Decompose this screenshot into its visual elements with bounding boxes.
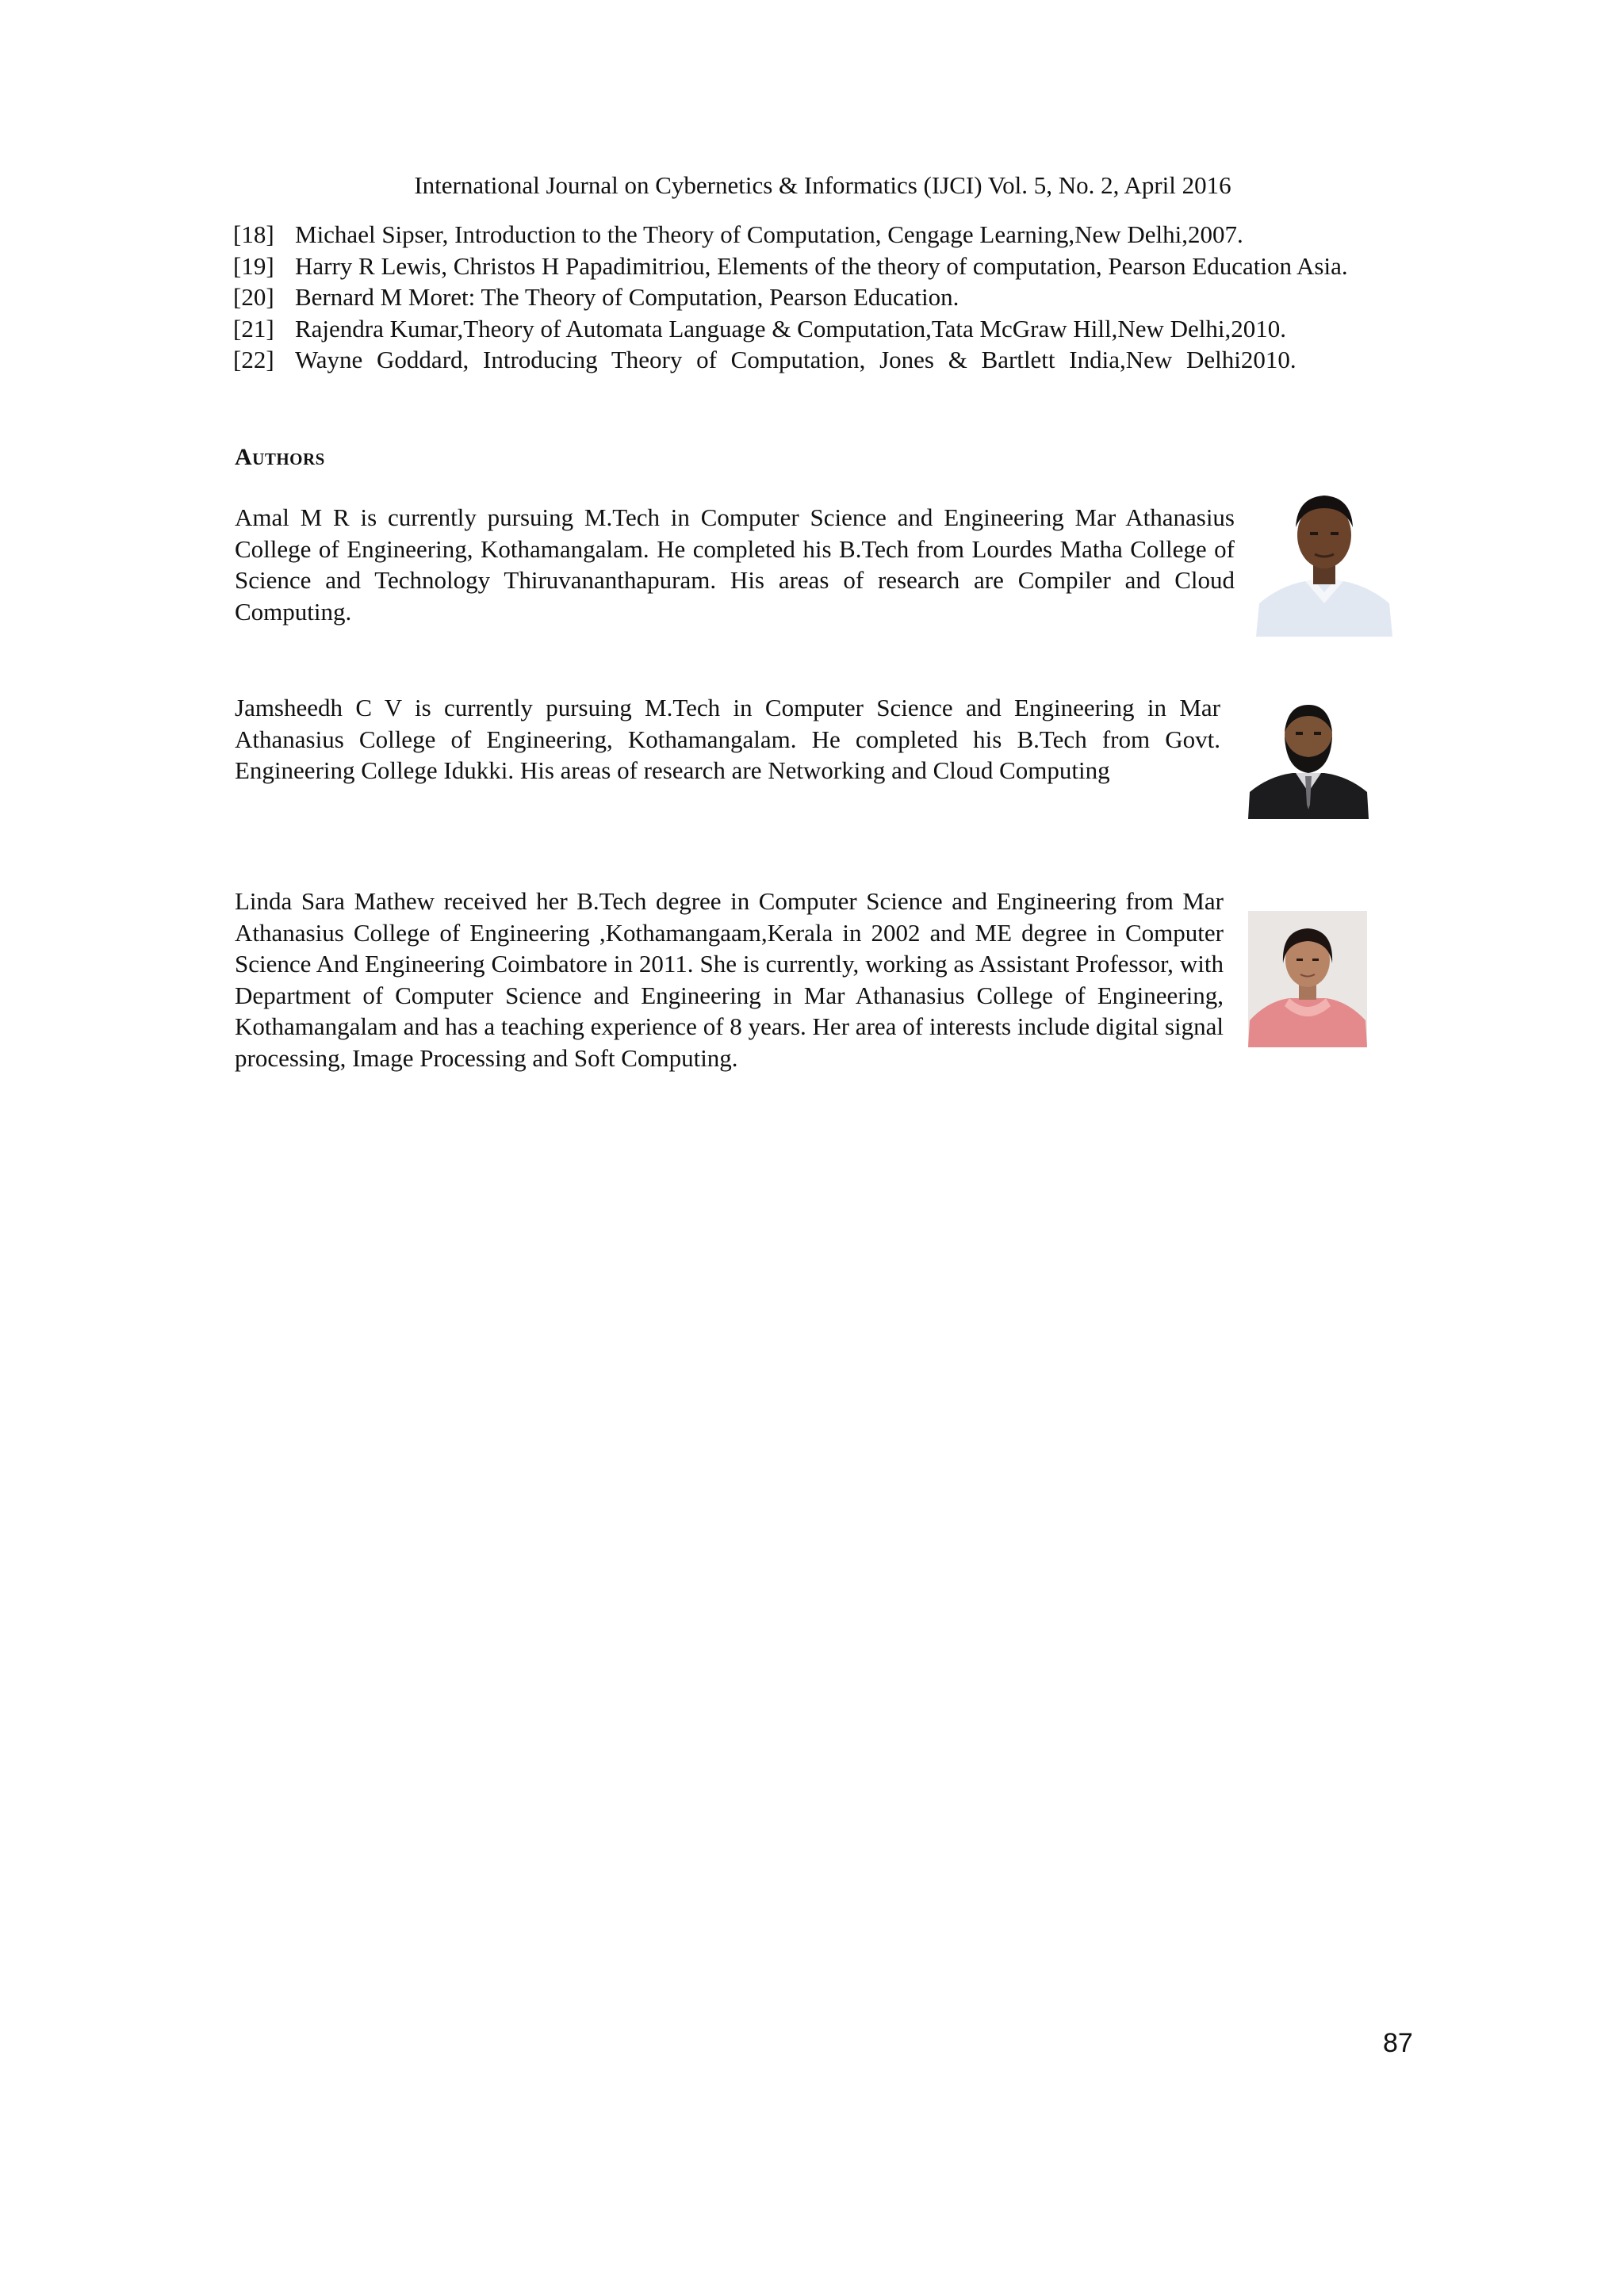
reference-text: Wayne Goddard, Introducing Theory of Computation, Jones & Bartlett India,New Delhi2010. (295, 346, 1297, 373)
reference-list (233, 219, 1423, 376)
author-photo-linda (1248, 911, 1367, 1047)
reference-item (233, 313, 1423, 345)
authors-heading: Authors (235, 444, 325, 470)
reference-text: Harry R Lewis, Christos H Papadimitriou, Elements of the theory of computation, Pearson Education Asia. (295, 251, 1348, 280)
author-bio-amal: Amal M R is currently pursuing M.Tech in Computer Science and Engineering Mar Athanasius College of Engineering, Kothamangalam. He completed his B.Tech from Lourdes Matha College of Science and Technology Thiruvananthapuram. His areas of research are Compiler and Cloud Computing. (235, 503, 1235, 626)
reference-item (233, 281, 1423, 313)
author-bio-jamsheedh: Jamsheedh C V is currently pursuing M.Tech in Computer Science and Engineering in Mar Athanasius College of Engineering, Kothamangalam. He completed his B.Tech from Govt. Engineering College Idukki. His areas of research are Networking and Cloud Computing (235, 694, 1220, 784)
reference-number: [21] (233, 314, 274, 342)
reference-number: [18] (233, 220, 274, 248)
reference-text: Bernard M Moret: The Theory of Computation, Pearson Education. (295, 283, 959, 311)
author-bio-linda: Linda Sara Mathew received her B.Tech degree in Computer Science and Engineering from Mar Athanasius College of Engineering ,Kothamangaam,Kerala in 2002 and ME degree in Computer Science And Engineering Coimbatore in 2011. She is currently, working as Assistant Professor, with Department of Computer Science and Engineering in Mar Athanasius College of Engineering, Kothamangalam and has a teaching experience of 8 years. Her area of interests include digital signal processing, Image Processing and Soft Computing. (235, 887, 1224, 1072)
reference-number: [19] (233, 251, 274, 280)
author-photo-jamsheedh (1248, 694, 1369, 819)
page-number: 87 (1383, 2028, 1413, 2058)
reference-text: Rajendra Kumar,Theory of Automata Language & Computation,Tata McGraw Hill,New Delhi,2010. (295, 314, 1287, 342)
author-photo-amal (1256, 484, 1392, 637)
journal-header: International Journal on Cybernetics & Informatics (IJCI) Vol. 5, No. 2, April 2016 (414, 171, 1231, 199)
reference-number: [22] (233, 346, 274, 373)
reference-item (233, 344, 1423, 376)
reference-item (233, 251, 1423, 282)
reference-item (233, 219, 1423, 251)
reference-text: Michael Sipser, Introduction to the Theory of Computation, Cengage Learning,New Delhi,2007. (295, 220, 1243, 248)
reference-number: [20] (233, 283, 274, 311)
